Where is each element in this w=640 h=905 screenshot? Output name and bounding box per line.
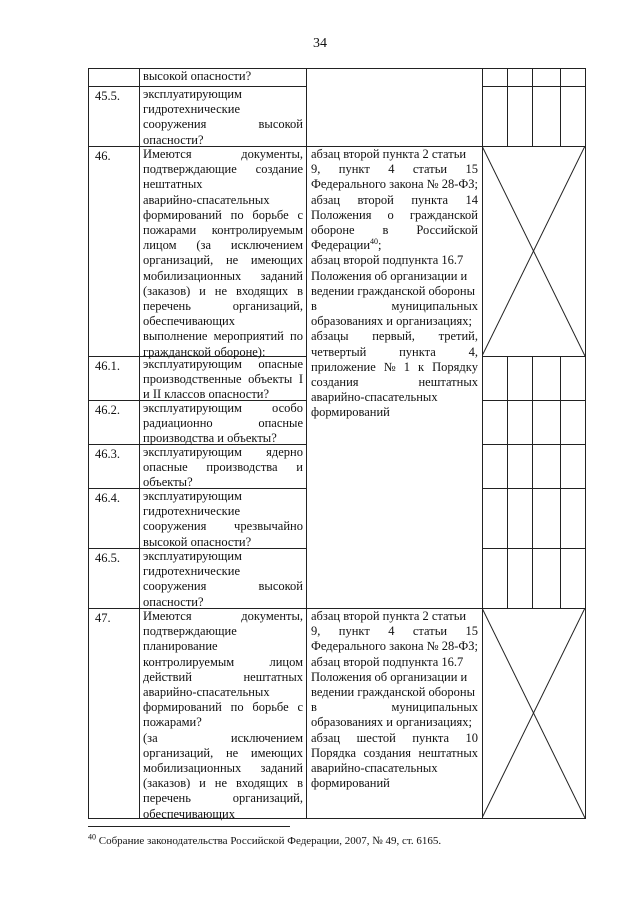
text-line [143,238,303,253]
text-line [143,746,303,761]
word: ядерно [266,445,303,459]
text-line [311,162,478,177]
word: Имеются [143,609,192,623]
text-line: аварийно-спасательных [143,192,270,207]
text-line [143,731,303,746]
word: 15 [465,624,478,639]
legal-reference [311,147,478,421]
text-line: обеспечивающих [143,806,235,821]
word: имеющих [250,253,303,268]
answer-border [482,488,585,489]
text-line: планирование [143,639,218,654]
text-line: нештатных [143,177,203,192]
word: 10 [465,730,478,745]
text-line [311,223,478,238]
text-line [143,609,303,624]
word: сооружения [143,579,207,594]
word: (заказов) [143,283,191,298]
word: заданий [260,761,303,776]
word: эксплуатирующим [143,401,242,415]
text-line [143,117,303,132]
col-border [88,68,89,819]
word: контролируемым [211,223,303,238]
text-line [143,253,303,268]
text-line [143,776,303,791]
footnote-ref: 40 [370,237,379,247]
word: опасные [258,416,303,431]
text-line [311,700,478,715]
word: нештатных [418,745,478,760]
word: производства [206,460,278,475]
word: организаций, [232,299,303,314]
word: 4, [468,344,478,359]
text-line [311,329,478,344]
text-line [143,460,303,475]
word: 9, [311,624,321,639]
question-text [143,445,303,491]
footnote-mark: 40 [88,832,96,842]
answer-border [482,818,585,819]
text-line: высокой опасности? [143,69,252,83]
word: сооружения [143,519,207,534]
text-line [143,579,303,594]
text-line: Федерального закона № 28-ФЗ; [311,177,479,192]
word: перечень [143,299,191,314]
text-line: эксплуатирующим [143,87,242,101]
text-line [143,284,303,299]
word: о [387,207,394,222]
word: особо [272,401,303,415]
word: эксплуатирующим [143,357,242,371]
word: абзацы [311,329,349,344]
text-line [143,519,303,534]
text-line [143,329,303,344]
word: исключением [230,730,303,745]
word: 15 [465,162,478,177]
text-line [143,670,303,685]
question-text [143,489,303,550]
text-line [143,372,303,387]
text-line [143,700,303,715]
word: статьи [412,162,448,177]
text-line: высокой опасности? [143,534,252,549]
text-line [143,147,303,162]
text-line [143,401,303,416]
not-applicable-cross [482,146,585,356]
word: статьи [412,624,448,639]
question-text [143,549,303,610]
word: Порядка [311,745,357,760]
text-line [311,208,478,223]
text-line [143,761,303,776]
word: в [382,223,389,238]
text-line [143,445,303,460]
row-number: 46.2. [95,403,120,417]
text-line: гидротехнические [143,564,240,579]
word: I [298,372,303,387]
word: четвертый [311,344,367,359]
word: Порядку [432,359,478,374]
word: второй [357,192,394,207]
word: обороне [311,223,355,238]
answer-border [482,68,585,69]
word: организаций, [143,253,214,268]
text-line: гражданской обороне): [143,344,266,359]
col-border [532,68,533,146]
text-line: гидротехнические [143,102,240,117]
question-text [143,401,303,447]
word: нештатных [243,669,303,684]
word: чрезвычайно [234,519,303,534]
word: пункта [399,344,436,359]
word: и [296,460,303,475]
answer-border [482,548,585,549]
text-line: Положения об организации и [311,268,468,283]
word: создание [255,162,303,177]
text-line: обеспечивающих [143,314,235,329]
word: Положения [311,207,372,222]
text-line: абзац второй подпункта 16.7 [311,654,464,669]
row-number: 46.4. [95,491,120,505]
question-text [143,609,303,822]
word: № [383,359,396,374]
col-border [560,68,561,146]
word: муниципальных [391,299,478,314]
word: лицом [269,654,303,669]
word: выполнение [143,329,208,344]
text-line [311,299,478,314]
word: документы, [241,609,303,623]
text-line: объекты? [143,475,193,490]
word: борьбе [252,700,289,715]
text-line: гидротехнические [143,504,240,519]
word: (заказов) [143,776,191,791]
word: пожарами [143,223,197,238]
text-line: ведении гражданской обороны [311,283,475,298]
col-border [560,356,561,608]
col-border [507,68,508,146]
word: по [230,207,244,222]
word: пункта [411,192,449,207]
word: Имеются [143,147,192,161]
row-number: 46.1. [95,359,120,373]
word: формирований [143,207,222,222]
word: третий, [438,329,478,344]
word: по [290,329,303,344]
word: имеющих [250,745,303,760]
text-line: эксплуатирующим [143,549,242,563]
word: 4 [388,624,395,639]
word: 9, [311,162,321,177]
word: высокой [258,579,303,594]
word: пункта [412,730,450,745]
word: мобилизационных [143,761,242,776]
word: лицом [143,238,177,253]
text-line [143,416,303,431]
word: организаций, [232,791,303,806]
word: по [230,700,244,715]
word: не [214,283,228,298]
legal-reference [311,609,478,791]
question-text [143,87,303,148]
text-line: формирований [311,405,390,420]
word: перечень [143,791,191,806]
word: контролируемым [143,654,235,669]
text-line: Федерации$^{40}$; [311,237,382,253]
word: пункт [338,162,370,177]
text-line [143,299,303,314]
word: создания [311,375,359,390]
word: не [214,776,228,791]
word: формирований [143,700,222,715]
text-line: формирований [311,776,390,791]
word: в [297,283,303,298]
col-border [306,68,307,819]
text-line [311,746,478,761]
question-text [143,69,303,84]
row-number: 46.3. [95,447,120,461]
word: заданий [260,268,303,283]
row-number: 46.5. [95,551,120,565]
word: нештатных [418,375,478,390]
question-text [143,147,303,360]
word: мобилизационных [143,268,242,283]
word: сооружения [143,117,207,132]
word: организаций, [143,745,214,760]
word: с [297,700,303,715]
word: и [199,776,206,791]
text-line [143,162,303,177]
text-line [143,208,303,223]
word: абзац [311,192,341,207]
col-border [585,68,586,819]
col-border [532,356,533,608]
word: высокой [258,117,303,132]
text-line: и II классов опасности? [143,387,270,402]
word: пункт [338,624,370,639]
row-number: 45.5. [95,89,120,103]
text-line [143,357,303,372]
text-line: Федерального закона № 28-ФЗ; [311,639,479,654]
word: действий [143,669,192,684]
word: подтверждающие [143,162,237,177]
text-line: Положения об организации и [311,669,468,684]
word: приложение [311,359,376,374]
word: создания [363,745,412,760]
word: опасные [258,357,303,371]
text-line [143,655,303,670]
footnote-text: Собрание законодательства Российской Федерации, 2007, № 49, ст. 6165. [98,835,442,847]
question-text [143,357,303,403]
word: не [225,253,239,268]
text-line: аварийно-спасательных [143,685,270,700]
text-line: абзац второй пункта 2 статьи [311,147,467,161]
word: входящих [235,776,289,791]
text-line: образованиях и организациях; [311,715,473,730]
footnote-separator [88,826,290,827]
text-line: эксплуатирующим [143,489,242,503]
text-line [143,269,303,284]
text-line [143,223,303,238]
word: опасные [143,460,188,475]
text-line: абзац второй пункта 2 статьи [311,609,467,623]
word: документы, [241,147,303,161]
word: с [297,207,303,222]
text-line: абзац второй подпункта 16.7 [311,253,464,268]
text-line: производства и объекты? [143,431,277,446]
word: в [311,299,317,314]
text-line [311,624,478,639]
word: муниципальных [391,700,478,715]
word: первый, [372,329,415,344]
word: и [199,283,206,298]
col-border [507,356,508,608]
text-line: аварийно-спасательных [311,761,438,776]
footnote [88,832,442,847]
word: борьбе [252,207,289,222]
word: мероприятий [213,329,284,344]
word: 4 [388,162,395,177]
text-line: ведении гражданской обороны [311,685,475,700]
word: радиационно [143,416,213,431]
text-line [311,375,478,390]
answer-border [482,400,585,401]
row-number: 47. [95,611,111,625]
word: 14 [465,192,478,207]
word: в [297,776,303,791]
word: шестой [356,730,396,745]
text-line [311,731,478,746]
word: (за [143,730,158,745]
word: не [225,745,239,760]
answer-border [482,444,585,445]
word: производственные [143,372,242,387]
text-line [311,345,478,360]
text-line: образованиях и организациях; [311,314,473,329]
text-line: аварийно-спасательных [311,390,438,405]
text-line [311,360,478,375]
word: входящих [235,283,289,298]
not-applicable-cross [482,608,585,818]
answer-border [482,356,585,357]
text-line [311,193,478,208]
word: Российской [416,223,478,238]
text-line: пожарами? [143,715,202,730]
col-border [139,68,140,819]
punctuation: ; [378,238,382,253]
word: абзац [311,730,341,745]
answer-border [482,86,585,87]
word: объекты [248,372,293,387]
word: (за [196,238,212,253]
page-number: 34 [313,36,327,51]
word: эксплуатирующим [143,445,242,459]
word: гражданской [409,207,478,222]
text-line: опасности? [143,132,204,147]
word: исключением [230,238,303,253]
word: к [418,359,425,374]
row-number: 46. [95,149,111,163]
word: 1 [403,359,411,374]
text-line: подтверждающие [143,624,237,639]
word: в [311,700,317,715]
text-line: опасности? [143,594,204,609]
text-line [143,791,303,806]
